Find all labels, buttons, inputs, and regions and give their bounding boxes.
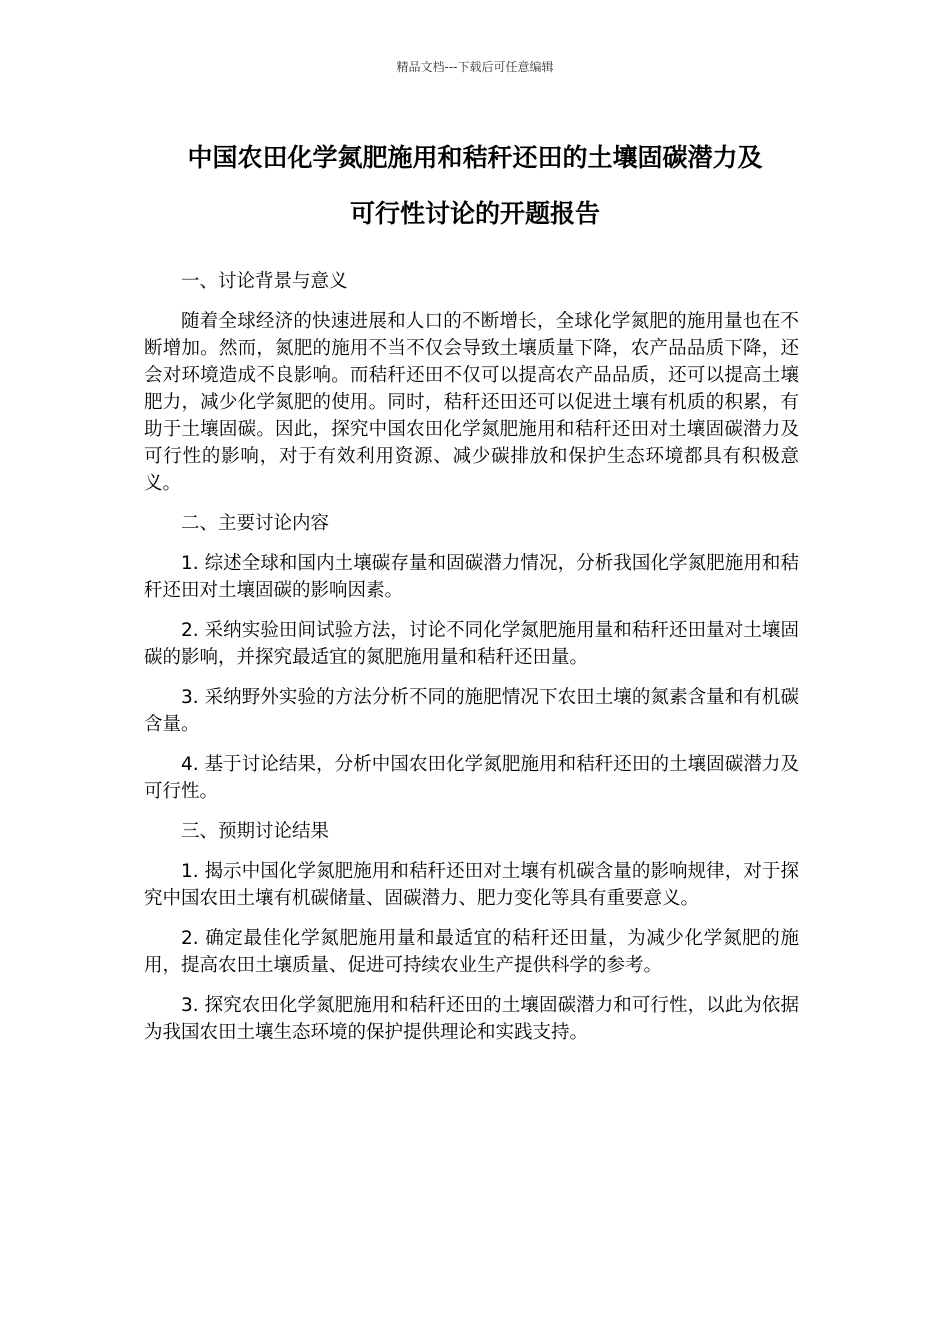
title-line-2: 可行性讨论的开题报告 <box>349 199 600 228</box>
header-note: 精品文档---下载后可任意编辑 <box>396 60 554 74</box>
section-2-heading: 二、主要讨论内容 <box>181 513 330 534</box>
document-body <box>144 268 799 1059</box>
section-1-heading: 一、讨论背景与意义 <box>181 271 348 292</box>
section-1-paragraph: 随着全球经济的快速进展和人口的不断增长，全球化学氮肥的施用量也在不断增加。然而，氮肥的施用不当不仅会导致土壤质量下降，农产品品质下降，还会对环境造成不良影响。而秸秆还田不仅可以提高农产品品质，还可以提高土壤肥力，减少化学氮肥的使用。同时，秸秆还田还可以促进土壤有机质的积累，有助于土壤固碳。因此，探究中国农田化学氮肥施用和秸秆还田对土壤固碳潜力及可行性的影响，对于有效利用资源、减少碳排放和保护生态环境都具有积极意义。 <box>144 311 799 494</box>
title-line-1: 中国农田化学氮肥施用和秸秆还田的土壤固碳潜力及 <box>187 143 763 172</box>
section-2-item-4: 4. 基于讨论结果，分析中国农田化学氮肥施用和秸秆还田的土壤固碳潜力及可行性。 <box>144 754 799 802</box>
section-3-item-2: 2. 确定最佳化学氮肥施用量和最适宜的秸秆还田量，为减少化学氮肥的施用，提高农田土壤质量、促进可持续农业生产提供科学的参考。 <box>144 928 799 976</box>
section-3-heading: 三、预期讨论结果 <box>181 821 330 842</box>
section-2-item-3: 3. 采纳野外实验的方法分析不同的施肥情况下农田土壤的氮素含量和有机碳含量。 <box>144 687 799 735</box>
section-3-item-3: 3. 探究农田化学氮肥施用和秸秆还田的土壤固碳潜力和可行性，以此为依据为我国农田土壤生态环境的保护提供理论和实践支持。 <box>144 995 799 1043</box>
section-3-item-1: 1. 揭示中国化学氮肥施用和秸秆还田对土壤有机碳含量的影响规律，对于探究中国农田土壤有机碳储量、固碳潜力、肥力变化等具有重要意义。 <box>144 861 799 909</box>
section-2-item-1: 1. 综述全球和国内土壤碳存量和固碳潜力情况，分析我国化学氮肥施用和秸秆还田对土壤固碳的影响因素。 <box>144 553 799 601</box>
section-2-item-2: 2. 采纳实验田间试验方法，讨论不同化学氮肥施用量和秸秆还田量对土壤固碳的影响，并探究最适宜的氮肥施用量和秸秆还田量。 <box>144 620 799 668</box>
document-title <box>140 130 810 242</box>
